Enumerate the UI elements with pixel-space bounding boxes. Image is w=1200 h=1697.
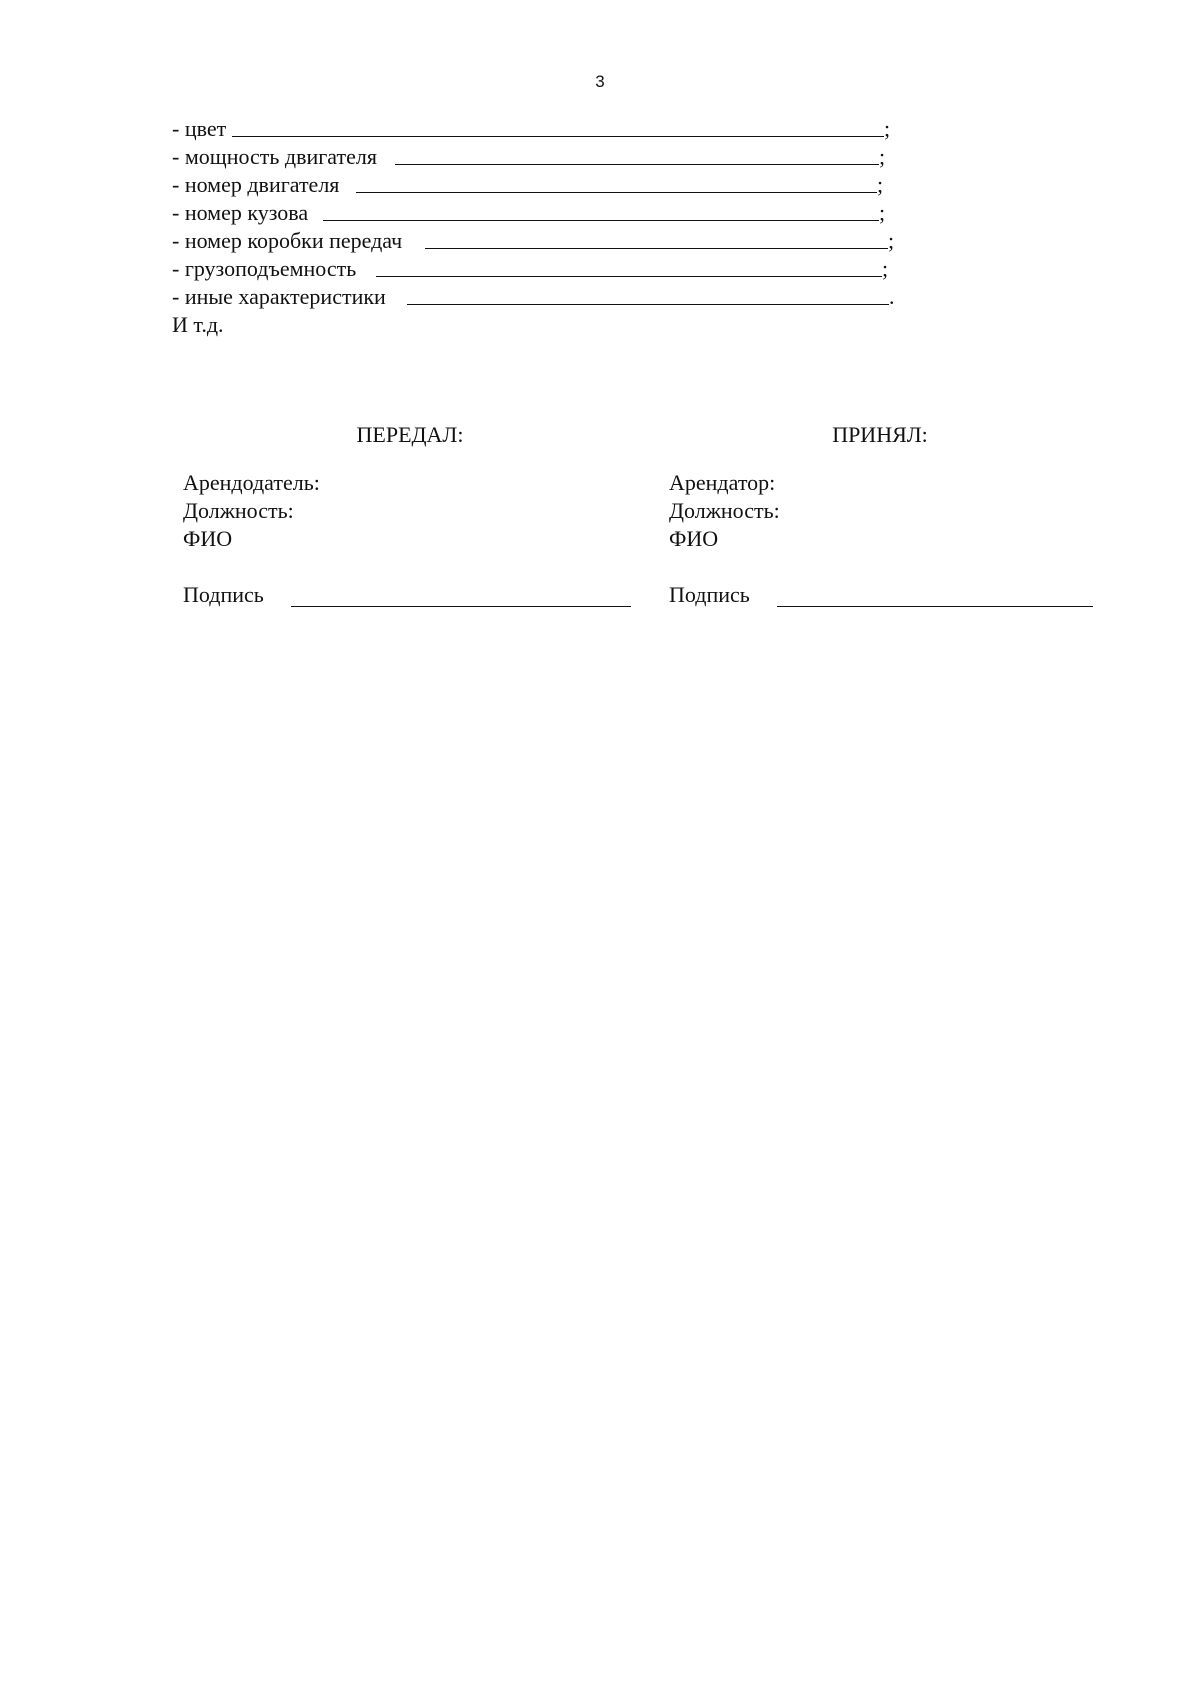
spec-terminator: ; (877, 172, 884, 197)
spec-row-gearbox-number (172, 227, 895, 255)
spec-label: - цвет (172, 116, 227, 141)
spec-label: - мощность двигателя (172, 144, 377, 169)
fill-line[interactable] (323, 220, 879, 221)
fill-line[interactable] (395, 164, 879, 165)
vehicle-spec-list (172, 115, 895, 339)
spec-terminator: ; (884, 116, 891, 141)
fill-line[interactable] (232, 136, 884, 137)
lessor-name: ФИО (183, 526, 233, 551)
lessee-position: Должность: (669, 498, 780, 523)
lessor-role: Арендодатель: (183, 470, 320, 495)
spec-label: - номер двигателя (172, 172, 340, 197)
spec-row-other (172, 283, 895, 311)
spec-label: - номер кузова (172, 200, 309, 225)
lessee-role: Арендатор: (669, 470, 776, 495)
spec-row-color (172, 115, 891, 143)
fill-line[interactable] (425, 248, 888, 249)
lessee-signature-row (669, 582, 1109, 610)
fill-line[interactable] (407, 304, 889, 305)
page-number: 3 (595, 72, 605, 91)
lessee-signature-line[interactable] (777, 606, 1093, 607)
signature-label: Подпись (183, 582, 264, 607)
lessee-block (669, 469, 780, 553)
lessor-position: Должность: (183, 498, 294, 523)
lessor-signature-line[interactable] (291, 606, 631, 607)
spec-row-engine-number (172, 171, 884, 199)
spec-label: - номер коробки передач (172, 228, 403, 253)
lessor-signature-row (183, 582, 633, 610)
spec-terminator: ; (882, 256, 889, 281)
spec-row-load-capacity (172, 255, 889, 283)
spec-row-engine-power (172, 143, 886, 171)
transferred-heading: ПЕРЕДАЛ: (356, 422, 464, 447)
spec-terminator: ; (879, 200, 886, 225)
spec-row-body-number (172, 199, 886, 227)
spec-terminator: ; (888, 228, 895, 253)
received-heading: ПРИНЯЛ: (832, 422, 928, 447)
lessor-block (183, 469, 320, 553)
spec-terminator: ; (879, 144, 886, 169)
lessee-name: ФИО (669, 526, 719, 551)
signature-label: Подпись (669, 582, 750, 607)
spec-label: - грузоподъемность (172, 256, 357, 281)
spec-label: - иные характеристики (172, 284, 386, 309)
etc-text: И т.д. (172, 312, 224, 337)
spec-terminator: . (889, 284, 895, 309)
fill-line[interactable] (376, 276, 882, 277)
fill-line[interactable] (356, 192, 877, 193)
